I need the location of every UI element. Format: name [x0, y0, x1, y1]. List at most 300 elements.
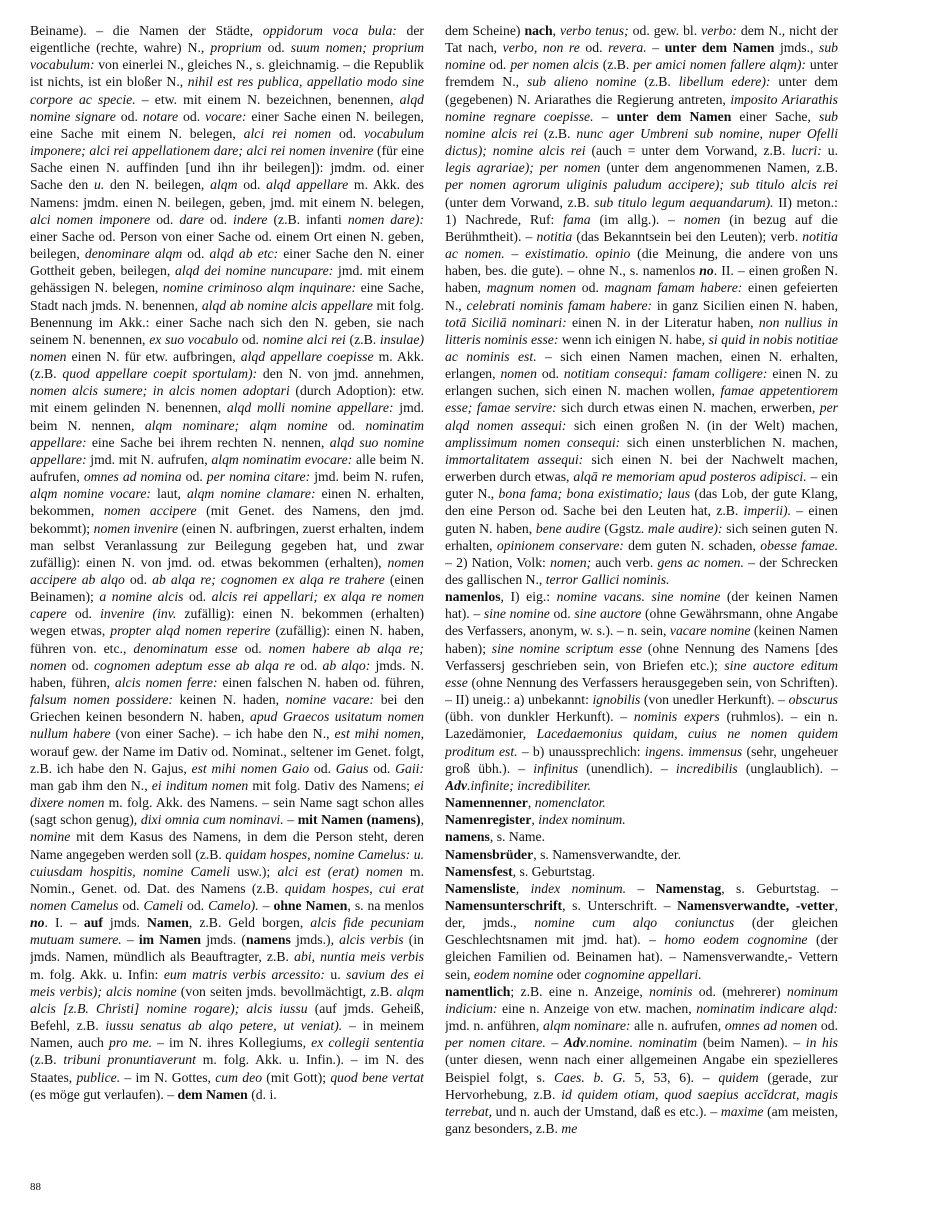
latin-text: nominatim indicare alqd:: [696, 1000, 838, 1016]
text-run: m. folg. Akk. u. Infin.). – im N. des Staates,: [30, 1052, 424, 1085]
latin-text: ab alqa re; cognomen ex alqa re trahere: [152, 572, 385, 587]
latin-text: verbo tenus;: [560, 23, 629, 38]
text-run: ,: [552, 23, 561, 38]
latin-text: abi, nuntia meis verbis: [294, 949, 424, 965]
text-run: (übh. von dunkler Herkunft). –: [445, 709, 634, 725]
text-run: ,: [420, 812, 424, 828]
text-run: einen gefeierten N.,: [445, 280, 838, 313]
text-run: ,: [531, 812, 539, 828]
latin-text: nomine vacans. sine nomine: [556, 589, 721, 605]
text-run: mit folg. Dativ des Namens;: [248, 777, 415, 793]
latin-text: dixi omnia cum nominavi.: [140, 812, 284, 828]
latin-text: nomine cum alqo coniunctus: [534, 915, 735, 931]
latin-text: lucri:: [791, 143, 822, 159]
latin-text: terror Gallici nominis.: [545, 572, 670, 587]
entry-paragraph: [445, 880, 838, 983]
latin-text: obscurus: [788, 692, 838, 708]
text-run: od.: [115, 108, 143, 124]
latin-text: suum nomen; proprium vocabulum:: [30, 40, 424, 73]
text-run: jmd. beim N. rufen,: [310, 469, 424, 485]
latin-text: opinionem conservare:: [496, 537, 624, 553]
text-run: II) meton.: 1) Nachrede, Ruf:: [445, 194, 838, 227]
latin-text: Caes. b. G.: [554, 1069, 626, 1085]
latin-text: alcis nomen ferre:: [114, 674, 218, 690]
headword: Namenstag: [655, 880, 722, 896]
entry-paragraph: [445, 846, 838, 863]
headword: namens: [445, 829, 490, 845]
text-run: (unendlich). –: [578, 760, 676, 776]
headword: nach: [524, 23, 553, 38]
latin-text: denominatum esse: [133, 640, 238, 656]
text-run: (Ggstz.: [600, 520, 648, 536]
text-run: dem N., nicht der Tat nach,: [445, 23, 838, 56]
latin-text: sine auctore editum esse: [445, 657, 838, 690]
latin-text: libellum edere):: [678, 74, 771, 90]
text-run: auch verb.: [591, 554, 658, 570]
latin-text: in his: [805, 1035, 838, 1051]
latin-text: pro me.: [109, 1035, 152, 1051]
headword: im Namen: [138, 932, 202, 948]
latin-text: sub alieno nomine: [526, 74, 637, 90]
latin-text: dare: [179, 211, 204, 227]
text-run: wenn ich einigen N. habe,: [558, 331, 709, 347]
text-run: (in jmds. Namen, mündlich als Beauftragter, z.B.: [30, 932, 424, 965]
text-run: od.: [309, 760, 336, 776]
text-run: , s. Geburtstag. –: [721, 880, 838, 896]
text-run: und n. auch der Umstand, daß es etc.). –: [492, 1103, 721, 1119]
latin-text: invenire (inv.: [100, 606, 177, 622]
latin-text: falsum nomen possidere:: [30, 692, 173, 708]
text-run: keinen N. haden,: [172, 692, 286, 708]
text-run: bei den Griechen keinen besondern N. haben,: [30, 692, 424, 725]
latin-text: alqm alcis [z.B. Christi] nomine rogare);: [30, 983, 424, 1016]
text-run: –: [646, 40, 665, 56]
headword: auf: [83, 915, 103, 931]
text-run: man gab ihm den N.,: [30, 777, 152, 793]
latin-text: nomen invenire: [93, 520, 179, 536]
latin-text: alqm nominare:: [542, 1018, 631, 1034]
latin-text: id quidem otiam, quod saepius accĭdcrat, magis terrebat,: [445, 1086, 838, 1119]
text-run: sich einen großen N. (in der Welt) machen,: [566, 417, 838, 433]
latin-text: omnes ad nomen: [724, 1018, 818, 1034]
text-run: einen N. zu erlangen suchen, sich einen N. machen wollen,: [445, 366, 838, 399]
text-run: , der, jmds.,: [445, 897, 838, 931]
latin-text: immortalitatem assequi:: [445, 451, 584, 467]
latin-text: non nullius in litteris nominis esse:: [445, 314, 838, 347]
text-run: jmds. (: [201, 932, 246, 948]
text-run: od.: [181, 469, 207, 485]
text-run: (auch = unter dem Vorwand, z.B.: [585, 143, 792, 159]
text-run: mit folg. Benennung im Akk.: einer Sache nach sich den N. geben, sie nach seinem N. benennen,: [30, 297, 424, 347]
latin-text: bona fama; bona existimatio; laus: [498, 486, 691, 502]
text-run: (ruhmlos). – ein n. Lazedämonier,: [445, 709, 838, 742]
latin-text: obesse famae.: [760, 537, 838, 553]
headword: dem Namen: [177, 1086, 248, 1102]
text-run: einer Sache den N. einer Gottheit geben, beilegen,: [30, 246, 424, 279]
latin-text: vacare nomine: [669, 623, 751, 639]
latin-text: famae appetentiorem esse; famae servire:: [445, 383, 838, 416]
text-run: Beiname). – die Namen der Städte,: [30, 23, 263, 38]
text-run: (einen Beinamen);: [30, 572, 424, 605]
text-run: od.: [183, 897, 209, 913]
latin-text: quod bene vertat: [330, 1069, 424, 1085]
headword: namenlos: [445, 589, 501, 605]
latin-text: alqm nomine vocare:: [30, 486, 151, 502]
text-run: (von seiten jmds. bevollmächtigt, z.B.: [176, 983, 397, 999]
text-run: einer Sache od. Person von einer Sache od. einem Ort einen N. geben, beilegen,: [30, 228, 424, 262]
latin-text: incredibilis: [675, 760, 738, 776]
headword: no: [30, 915, 45, 931]
text-run: einen N. erhalten, bekommen,: [30, 486, 424, 519]
latin-text: celebrati nominis famam habere:: [466, 297, 653, 313]
text-run: (in bezug auf die Berühmtheit). –: [445, 211, 838, 244]
latin-text: iussu senatus ab alqo petere, ut veniat).: [105, 1018, 343, 1034]
text-run: od.: [536, 366, 564, 382]
text-run: einen falschen N. haben od. führen,: [217, 674, 424, 690]
entry-paragraph: [445, 863, 838, 880]
text-run: od.: [124, 572, 153, 587]
latin-text: per nomen alcis: [510, 57, 599, 73]
latin-text: quidam hospes, cui erat nomen Camelus: [30, 880, 424, 913]
latin-text: publice.: [76, 1069, 121, 1085]
latin-text: verbo, non re: [502, 40, 580, 56]
latin-text: nomine vacare:: [285, 692, 375, 708]
latin-text: amplissimum nomen consequi:: [445, 434, 621, 450]
text-run: (z.B.: [636, 74, 679, 90]
latin-text: verbo:: [701, 23, 737, 38]
latin-text: nomen: [500, 366, 537, 382]
latin-text: alqm: [210, 177, 238, 193]
text-run: u.: [821, 143, 838, 159]
headword: Adv: [445, 777, 468, 793]
text-run: , s. Unterschrift. –: [562, 897, 678, 913]
latin-text: nomen alcis sumere; in alcis nomen adoptari: [30, 383, 290, 399]
headword: Namensunterschrift: [445, 897, 563, 913]
text-run: , z.B. Geld borgen,: [188, 915, 311, 931]
latin-text: totā Siciliā nominari:: [445, 314, 567, 330]
text-run: eine n. Anzeige von etw. machen,: [497, 1000, 697, 1016]
latin-text: nominis expers: [633, 709, 720, 725]
text-run: (unter diesen, wenn nach einer allgemeinen Angabe ein spezielleres Beispiel folgt, s.: [445, 1052, 838, 1085]
text-run: (unter dem angenommenen Namen, z.B.: [600, 160, 838, 176]
latin-text: alqd ab nomine alcis appellare: [201, 297, 373, 313]
latin-text: nominatim appellare:: [30, 417, 424, 450]
text-run: worauf gew. der Name im Dativ od. Nominat., seltener im Genet. folgt, z.B. ich habe den N. Gajus,: [30, 743, 424, 776]
latin-text: per nomen citare.: [445, 1035, 546, 1051]
text-run: (unter dem Vorwand, z.B.: [445, 194, 595, 210]
text-run: , s. na menlos: [347, 897, 424, 913]
text-run: (auf jmds. Geheiß, Befehl, z.B.: [30, 1000, 424, 1034]
latin-text: Cameli: [143, 897, 184, 913]
latin-text: quidem: [718, 1069, 759, 1085]
text-run: (der gleichen Familien od. Beinamen hat). – Namensverwandte,- Vettern sein,: [445, 932, 838, 982]
latin-text: sine nomine: [483, 606, 550, 622]
text-run: usw.);: [230, 863, 278, 879]
text-run: – 2) Nation, Volk:: [445, 554, 551, 570]
text-run: (d. i.: [247, 1086, 277, 1102]
headword: no: [699, 263, 714, 279]
text-run: einer Sache einen N. beilegen, eine Sache mit einem N. belegen,: [30, 108, 424, 141]
latin-text: alqd appellare coepisse: [240, 348, 374, 364]
latin-text: ex suo vocabulo: [149, 331, 239, 347]
text-run: alle beim N. aufrufen,: [30, 451, 424, 485]
latin-text: nomen accipere ab alqo: [30, 554, 424, 587]
latin-text: nomine criminoso alqm inquinare:: [162, 280, 357, 296]
text-run: (z.B.: [537, 125, 577, 141]
latin-text: index nominum.: [538, 812, 626, 828]
latin-text: alqm nominare; alqm nomine: [144, 417, 328, 433]
latin-text: omnes ad nomina: [83, 469, 182, 485]
entry-paragraph: [445, 22, 838, 588]
text-run: od.: [182, 246, 210, 262]
text-run: (gerade, zur Hervorhebung, z.B.: [445, 1069, 838, 1102]
latin-text: nominum indicium:: [445, 983, 838, 1016]
text-run: (zufällig): einen N. haben, führen von. etc.,: [30, 623, 424, 656]
text-run: – etw. mit einem N. bezeichnen, benennen,: [135, 91, 400, 107]
text-run: (ohne Gewährsmann, ohne Angabe des Verfassers, anonym, w. s.). – n. sein,: [445, 606, 838, 639]
headword: Namensverwandte, -vetter: [677, 897, 835, 913]
text-run: . II. – einen großen N. haben,: [445, 263, 838, 296]
latin-text: cum deo: [215, 1069, 263, 1085]
latin-text: oppidorum voca bula:: [262, 23, 397, 38]
text-run: od.: [183, 589, 212, 605]
headword: unter dem Namen: [616, 108, 732, 124]
text-run: od.: [238, 331, 263, 347]
text-run: jmds.),: [290, 932, 340, 948]
text-run: von einerlei N., gleiches N., s. gleichnamig. – die Republik ist nichts, ist ein bloßer N.,: [30, 57, 424, 90]
text-run: od.: [549, 606, 575, 622]
latin-text: alqm nominatim evocare:: [211, 451, 353, 467]
text-run: , s. Namensverwandte, der.: [533, 846, 682, 862]
text-run: – im N. Gottes,: [120, 1069, 216, 1085]
text-run: (die Meinung, die andere von uns haben, bes. die gute). – ohne N., s. namenlos: [445, 246, 838, 279]
headword: mit Namen (namens): [297, 812, 421, 828]
latin-text: alcis rei appellari; ex alqa re nomen capere: [30, 589, 424, 622]
latin-text: per amici nomen fallere alqm):: [633, 57, 806, 73]
latin-text: me: [561, 1121, 578, 1136]
text-run: –: [504, 246, 526, 262]
headword: Namenregister: [445, 812, 532, 828]
text-run: sich durch etwas einen N. machen, erwerben,: [556, 400, 820, 416]
text-run: unter dem (gegebenen) N. Ariarathes die Regierung antreten,: [445, 74, 838, 107]
latin-text: maxime: [720, 1103, 764, 1119]
text-run: jmd. mit einem gehässigen N. belegen,: [30, 263, 424, 296]
text-run: (das Lob, der gute Klang, den eine Person od. Sache bei den Leuten hat, z.B.: [445, 486, 838, 519]
latin-text: nomen: [683, 211, 721, 227]
text-run: – b) unaussprechlich:: [517, 743, 645, 759]
text-run: (sehr, ungeheuer groß übh.). –: [445, 743, 838, 776]
latin-text: alci rei nomen: [243, 125, 332, 141]
text-run: (beim Namen). –: [697, 1035, 806, 1051]
text-run: od.: [178, 108, 206, 124]
latin-text: savium des ei meis verbis);: [30, 966, 424, 999]
latin-text: si quid in nobis notitiae ac nominis est.: [445, 331, 838, 364]
text-run: od.: [579, 40, 609, 56]
text-run: eine Sache, Stadt nach jmds. N. benennen,: [30, 280, 424, 313]
text-run: od.: [485, 57, 511, 73]
latin-text: notitia: [536, 228, 573, 244]
entry-paragraph: [30, 22, 424, 1103]
latin-text: legis agrariae); per nomen: [445, 160, 601, 176]
latin-text: cognomine appellari.: [584, 966, 702, 982]
headword: Namensliste: [445, 880, 516, 896]
text-run: ; z.B. eine n. Anzeige,: [510, 983, 650, 999]
latin-text: nomenclator.: [534, 795, 606, 811]
text-run: jmds.,: [774, 40, 820, 56]
text-run: (keinen Namen haben);: [445, 623, 838, 656]
text-run: eine Sache bei ihrem rechten N. nennen,: [86, 434, 330, 450]
text-run: (der gleichen Geschlechtsnamen mit jmd. hat). –: [445, 915, 838, 948]
text-run: –: [121, 932, 139, 948]
text-run: jmd. n. anführen,: [445, 1018, 543, 1034]
text-run: mit dem Kasus des Namens, in dem die Person steht, deren Name angegeben werden soll (z.B.: [30, 829, 424, 862]
text-run: od.: [237, 177, 267, 193]
text-run: jmds. N. haben, führen,: [30, 657, 424, 690]
latin-text: alci est (erat) nomen: [277, 863, 403, 879]
text-run: –: [283, 812, 298, 828]
latin-text: alcis nomine: [106, 983, 177, 999]
text-run: (am meisten, ganz besonders, z.B.: [445, 1103, 838, 1136]
latin-text: fama: [563, 211, 591, 227]
text-run: u.: [324, 966, 347, 982]
latin-text: ingens. immensus: [644, 743, 743, 759]
text-run: , s. Name.: [489, 829, 545, 845]
latin-text: nomen habere ab alqa re; nomen: [30, 640, 424, 673]
entry-paragraph: [445, 828, 838, 845]
page-number: 88: [30, 1181, 41, 1193]
entry-paragraph: [445, 794, 838, 811]
text-run: –: [545, 1035, 564, 1051]
text-run: od.: [237, 640, 269, 656]
text-run: (z.B.: [345, 331, 380, 347]
latin-text: existimatio. opinio: [525, 246, 631, 262]
latin-text: denominare alqm: [84, 246, 183, 262]
latin-text: sine nomine scriptum esse: [491, 640, 643, 656]
text-run: od.: [576, 280, 605, 296]
text-run: jmds.: [102, 915, 148, 931]
text-run: ,: [527, 795, 535, 811]
text-run: od.: [817, 1018, 838, 1034]
latin-text: alcis fide pecuniam mutuam sumere.: [30, 915, 424, 948]
text-run: sich einen unsterblichen N. machen,: [620, 434, 838, 450]
latin-text: sub nomine alcis rei: [445, 108, 838, 141]
text-run: m. Nomin., Genet. od. Dat. des Namens (z.B.: [30, 863, 424, 896]
latin-text: vocare:: [205, 108, 247, 124]
latin-text: u. cuiusdam hospitis, nomine Cameli: [30, 846, 424, 879]
text-run: od.: [295, 657, 323, 673]
headword: Namensfest: [445, 863, 513, 879]
latin-text: imperii).: [743, 503, 792, 519]
latin-text: a nomine alcis: [99, 589, 184, 605]
text-run: dem Scheine): [445, 23, 525, 38]
text-run: od.: [150, 211, 180, 227]
text-run: (für eine Sache einen N. auffinden [und ihn ihr beilegen]): jmdm. od. einer Sache den: [30, 143, 424, 193]
latin-text: quod appellare coepit sportulam):: [62, 366, 258, 382]
text-run: – sich einen Namen machen, einen N. erhalten, erlangen,: [445, 348, 838, 382]
latin-text: nomine: [30, 829, 71, 845]
text-run: – der Schrecken des gallischen N.,: [445, 554, 838, 587]
latin-text: nomen;: [550, 554, 592, 570]
latin-text: alqd appellare: [266, 177, 349, 193]
latin-text: per alqd nomen assequi:: [445, 400, 838, 433]
headword: namentlich: [445, 983, 511, 999]
latin-text: sub titulo legum aequandarum).: [594, 194, 774, 210]
latin-text: ei dixere nomen: [30, 777, 424, 811]
headword: Namensbrüder: [445, 846, 534, 862]
latin-text: Camelo).: [208, 897, 259, 913]
latin-text: alqd ab etc:: [209, 246, 279, 262]
latin-text: sub nomine: [445, 40, 838, 73]
latin-text: alqā re memoriam apud posteros adipisci.: [573, 469, 807, 485]
text-run: , I) eig.:: [500, 589, 557, 605]
text-run: (einen N. aufbringen, zuerst erhalten, indem man selbst Veranlassung zur Beilegung gegeben hat, und zwar zufällig): einen N. von jmd. od. etwas bekommen (erhalten),: [30, 520, 424, 570]
latin-text: apud Graecos usitatum nomen nullum habere: [30, 709, 424, 742]
latin-text: notitia ac nomen.: [445, 228, 838, 262]
latin-text: Gaii:: [395, 760, 424, 776]
text-run: (z.B. infanti: [267, 211, 348, 227]
text-run: od.: [118, 897, 144, 913]
text-run: – im N. ihres Kollegiums,: [152, 1035, 312, 1051]
latin-text: nunc ager Umbreni sub nomine, nuper Ofelli dictus); nomine alcis rei: [445, 125, 838, 159]
headword: ohne Namen: [273, 897, 348, 913]
latin-text: gens ac nomen.: [657, 554, 744, 570]
text-run: sich einen N. bei der Nachwelt machen, erwerben durch etwas,: [445, 451, 838, 485]
text-run: den N. von jmd. annehmen,: [257, 366, 424, 382]
text-run: einer Sache,: [731, 108, 819, 124]
text-run: – einen guten N. haben,: [445, 503, 838, 536]
left-column: [30, 22, 424, 1177]
text-run: od.: [66, 606, 101, 622]
latin-text: magnum nomen: [486, 280, 577, 296]
latin-text: alqm nomine clamare:: [186, 486, 316, 502]
text-run: m. folg. Akk. u. Infin:: [30, 966, 164, 982]
text-run: in ganz Sicilien einen N. haben,: [652, 297, 838, 313]
text-run: einen N. für etw. aufbringen,: [66, 348, 241, 364]
text-run: – ein guter N.,: [445, 469, 838, 502]
latin-text: alcis iussu: [246, 1000, 308, 1016]
latin-text: ab alqo:: [322, 657, 371, 673]
latin-text: per nomen agrorum uliginis paludum accipere); sub titulo alcis rei: [445, 177, 838, 193]
headword: Namen: [147, 915, 189, 931]
latin-text: eodem nomine: [473, 966, 554, 982]
latin-text: ei inditum nomen: [151, 777, 249, 793]
text-run: (das Bekanntsein bei den Leuten); verb.: [572, 228, 803, 244]
latin-text: tribuni pronuntiaverunt: [63, 1052, 196, 1068]
text-run: einen N. in der Literatur haben,: [566, 314, 759, 330]
latin-text: quidam hospes, nomine Camelus:: [225, 846, 411, 862]
text-run: jmd. beim N. nennen,: [30, 400, 424, 433]
latin-text: imposito Ariarathis nomine regnare coepisse.: [445, 91, 838, 124]
latin-text: notitiam consequi: famam colligere:: [563, 366, 768, 382]
text-run: (mit Genet. des Namens, den jmd. bekommt);: [30, 503, 424, 536]
text-run: m. Akk. (z.B.: [30, 348, 424, 382]
latin-text: .nomine. nominatim: [585, 1035, 698, 1051]
latin-text: sine auctore: [574, 606, 642, 622]
text-run: . I. –: [44, 915, 84, 931]
text-run: od.: [327, 417, 366, 433]
latin-text: est mihi nomen,: [334, 726, 424, 742]
latin-text: notare: [142, 108, 179, 124]
entry-paragraph: [445, 811, 838, 828]
text-run: (z.B.: [30, 1052, 64, 1068]
headword: namens: [245, 932, 291, 948]
text-run: jmd. mit N. aufrufen,: [86, 451, 212, 467]
latin-text: alqd dei nomine nuncupare:: [175, 263, 334, 279]
text-run: , s. Geburtstag.: [512, 863, 596, 879]
text-run: od.: [261, 40, 291, 56]
text-run: (von unedler Herkunft). –: [640, 692, 789, 708]
latin-text: magnam famam habere:: [604, 280, 743, 296]
